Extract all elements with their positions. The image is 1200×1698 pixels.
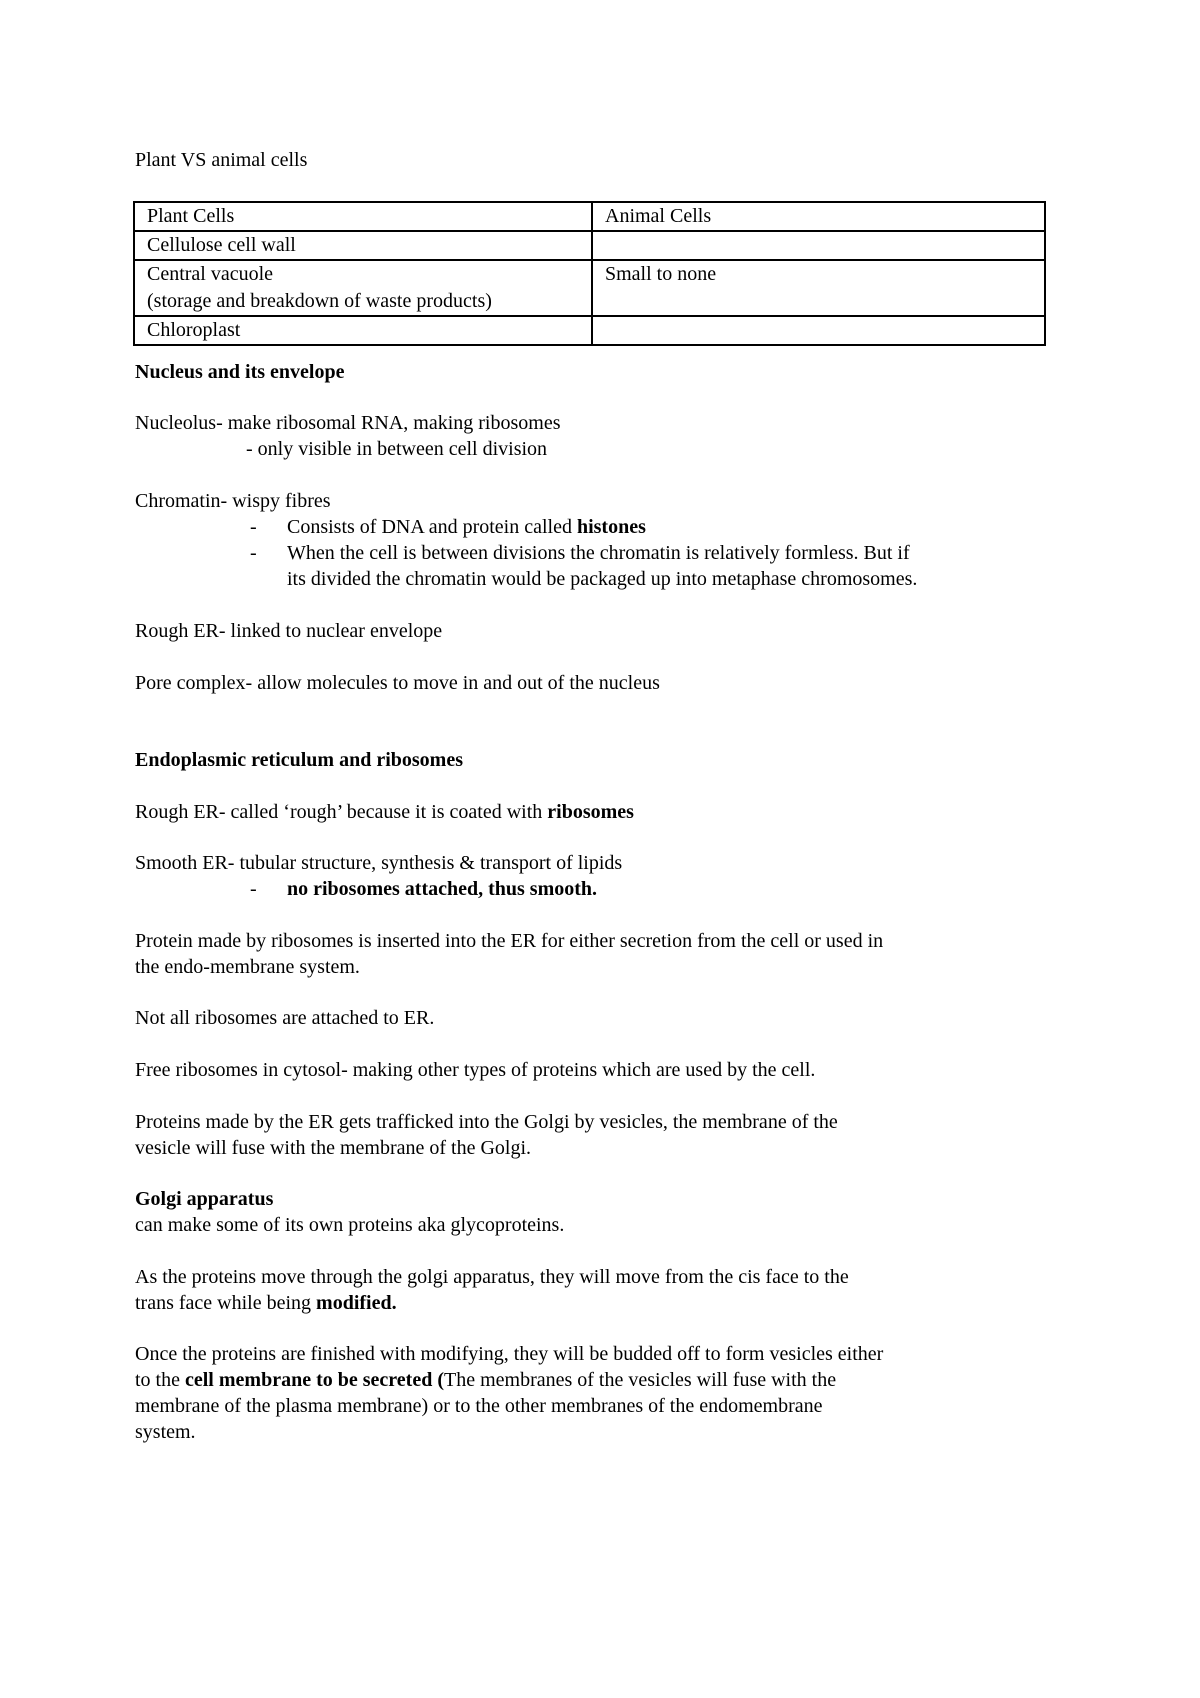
table-row xyxy=(134,260,1045,316)
section-heading-golgi: Golgi apparatus xyxy=(135,1188,274,1210)
paragraph: Rough ER- linked to nuclear envelope xyxy=(135,620,443,642)
paragraph-continuation: membrane of the plasma membrane) or to the other membranes of the endomembrane xyxy=(135,1395,823,1417)
bullet-dash: - xyxy=(250,542,257,564)
bullet-item: When the cell is between divisions the chromatin is relatively formless. But if xyxy=(287,542,910,564)
bullet-dash: - xyxy=(250,878,257,900)
bullet-dash: - xyxy=(250,516,257,538)
bold-term: ribosomes xyxy=(547,801,634,823)
table-cell-animal: Small to none xyxy=(592,260,1045,316)
table-cell-animal xyxy=(592,316,1045,345)
bold-term: cell membrane to be secreted ( xyxy=(185,1369,444,1391)
bullet-item xyxy=(287,513,646,541)
table-cell-plant-name: Central vacuole xyxy=(147,263,274,285)
paragraph: Smooth ER- tubular structure, synthesis & transport of lipids xyxy=(135,852,623,874)
paragraph: Free ribosomes in cytosol- making other types of proteins which are used by the cell. xyxy=(135,1059,816,1081)
bullet-item-continuation: its divided the chromatin would be packaged up into metaphase chromosomes. xyxy=(287,568,918,590)
section-heading-nucleus: Nucleus and its envelope xyxy=(135,361,345,383)
paragraph-text: Rough ER- called ‘rough’ because it is coated with xyxy=(135,801,548,823)
paragraph-continuation: system. xyxy=(135,1421,196,1443)
page-title: Plant VS animal cells xyxy=(135,149,308,171)
paragraph: Chromatin- wispy fibres xyxy=(135,490,331,512)
paragraph: Protein made by ribosomes is inserted into the ER for either secretion from the cell or used in xyxy=(135,930,884,952)
paragraph: can make some of its own proteins aka glycoproteins. xyxy=(135,1214,565,1236)
table-header-plant: Plant Cells xyxy=(134,202,592,231)
table-header-row xyxy=(134,202,1045,231)
bold-term: modified. xyxy=(316,1292,397,1314)
paragraph: Nucleolus- make ribosomal RNA, making ribosomes xyxy=(135,412,561,434)
table-cell-animal xyxy=(592,231,1045,260)
paragraph: Pore complex- allow molecules to move in and out of the nucleus xyxy=(135,672,660,694)
paragraph-text: The membranes of the vesicles will fuse with the xyxy=(443,1369,837,1391)
paragraph-continuation xyxy=(135,1366,836,1394)
paragraph: Not all ribosomes are attached to ER. xyxy=(135,1007,435,1029)
paragraph-continuation xyxy=(135,1289,397,1317)
table-cell-plant: Cellulose cell wall xyxy=(134,231,592,260)
table-row xyxy=(134,316,1045,345)
section-heading-er: Endoplasmic reticulum and ribosomes xyxy=(135,749,463,771)
paragraph-continuation: the endo-membrane system. xyxy=(135,956,360,978)
table-cell-plant xyxy=(134,260,592,316)
paragraph-continuation: vesicle will fuse with the membrane of the Golgi. xyxy=(135,1137,532,1159)
paragraph: As the proteins move through the golgi apparatus, they will move from the cis face to the xyxy=(135,1266,849,1288)
comparison-table xyxy=(133,201,1046,346)
paragraph-text: trans face while being xyxy=(135,1292,317,1314)
bold-term: histones xyxy=(576,516,646,538)
table-cell-plant: Chloroplast xyxy=(134,316,592,345)
bullet-text: Consists of DNA and protein called xyxy=(287,516,577,538)
bullet-item: no ribosomes attached, thus smooth. xyxy=(287,878,598,900)
table-row xyxy=(134,231,1045,260)
paragraph-continuation: - only visible in between cell division xyxy=(246,438,548,460)
paragraph: Once the proteins are finished with modifying, they will be budded off to form vesicles either xyxy=(135,1343,884,1365)
paragraph-text: to the xyxy=(135,1369,185,1391)
paragraph xyxy=(135,798,634,826)
table-header-animal: Animal Cells xyxy=(592,202,1045,231)
paragraph: Proteins made by the ER gets trafficked into the Golgi by vesicles, the membrane of the xyxy=(135,1111,838,1133)
table-cell-plant-note: (storage and breakdown of waste products) xyxy=(147,290,492,312)
